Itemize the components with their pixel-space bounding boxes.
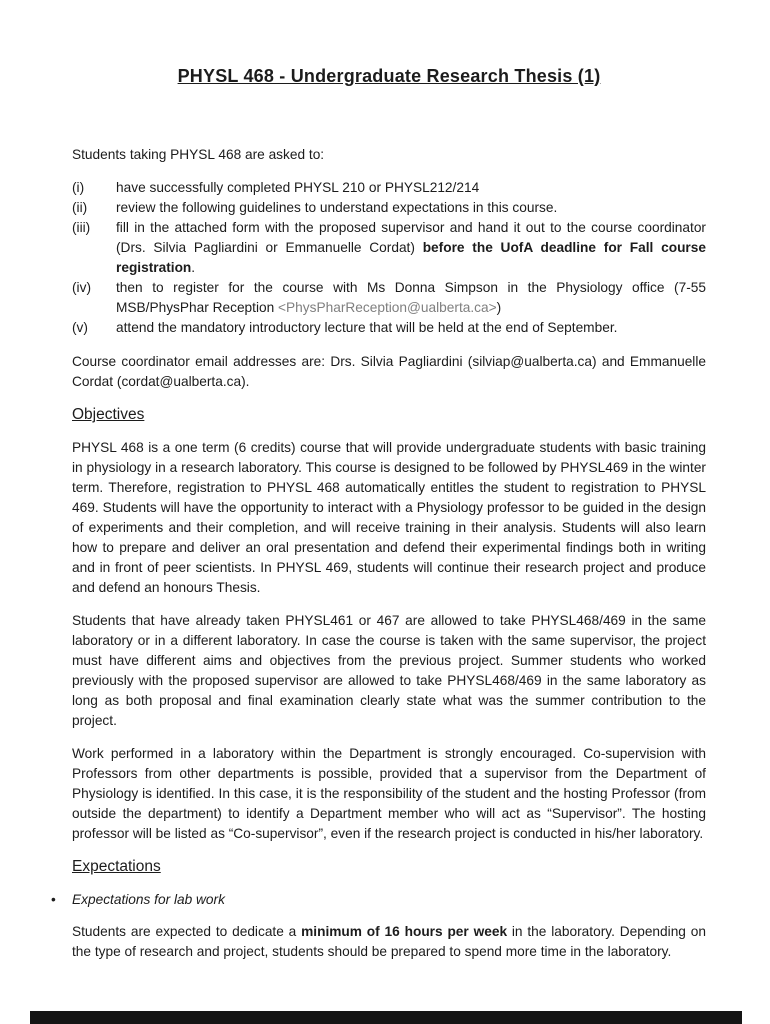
requirement-text: review the following guidelines to understand expectations in this course. — [116, 200, 558, 215]
requirement-text: attend the mandatory introductory lecture that will be held at the end of September. — [116, 320, 618, 335]
objectives-heading: Objectives — [72, 406, 145, 423]
reception-email: <PhysPharReception@ualberta.ca> — [278, 300, 497, 315]
objectives-paragraph-3: Work performed in a laboratory within the Department is strongly encouraged. Co-supervision with Professors from other departments is possible, provided that a supervisor from the Department of Physiology is identified. In this case, it is the responsibility of the student and the hosting Professor (from outside the department) to identify a Department member who will act as “Supervisor”. The hosting professor will be listed as “Co-supervisor”, even if the research project is conducted in his/her laboratory. — [72, 746, 706, 841]
bullet-icon: • — [51, 892, 56, 907]
page-bottom-bar — [30, 1011, 742, 1024]
expectations-paragraph-1 — [72, 922, 706, 962]
intro-text: Students taking PHYSL 468 are asked to: — [72, 147, 325, 162]
list-marker: (ii) — [72, 200, 88, 215]
objectives-paragraph-2: Students that have already taken PHYSL461 or 467 are allowed to take PHYSL468/469 in the same laboratory or in a different laboratory. In case the course is taken with the same supervisor, the project must have different aims and objectives from the previous project. Summer students who worked previously with the proposed supervisor are allowed to take PHYSL468/469 in the same laboratory as long as both proposal and final examination clearly state what was the summer contribution to the project. — [72, 613, 706, 728]
requirement-item-ii — [72, 198, 706, 218]
expectations-heading: Expectations — [72, 858, 161, 875]
requirement-text: have successfully completed PHYSL 210 or PHYSL212/214 — [116, 180, 480, 195]
coordinator-note: Course coordinator email addresses are: Drs. Silvia Pagliardini (silviap@ualberta.ca) and Emmanuelle Cordat (cordat@ualberta.ca). — [72, 354, 706, 389]
expectations-text-part: in the laboratory. Depending on the type of research and project, students should be prepared to spend more time in the laboratory. — [72, 924, 706, 959]
list-marker: (iii) — [72, 220, 91, 235]
objectives-paragraph-1: PHYSL 468 is a one term (6 credits) course that will provide undergraduate students with basic training in physiology in a research laboratory. This course is designed to be followed by PHYSL469 in the winter term. Therefore, registration to PHYSL 468 automatically entitles the student to registration to PHYSL 469. Students will have the opportunity to interact with a Physiology professor to be guided in the design of experiments and their completion, and will receive training in their analysis. Students will also learn how to prepare and deliver an oral presentation and defend their experimental findings both in writing and in front of peer scientists. In PHYSL 469, students will continue their research project and produce and defend an honours Thesis. — [72, 440, 706, 595]
requirement-item-i — [72, 178, 706, 198]
bullet-text: Expectations for lab work — [72, 892, 225, 907]
expectations-bullet-item — [51, 890, 706, 910]
list-marker: (iv) — [72, 280, 92, 295]
page-title: PHYSL 468 - Undergraduate Research Thesis (1) — [177, 66, 601, 86]
requirement-text-part: ) — [496, 300, 502, 315]
requirement-item-v — [72, 318, 706, 338]
list-marker: (i) — [72, 180, 85, 195]
requirement-item-iv — [72, 278, 706, 318]
expectations-text-part: Students are expected to dedicate a — [72, 924, 302, 939]
requirement-text-part: . — [191, 260, 196, 275]
requirements-list — [72, 178, 706, 338]
requirement-text-part: fill in the attached form with the proposed supervisor and hand it out to the course coordinator (Drs. Silvia Pagliardini or Emmanuelle Cordat) — [116, 220, 706, 255]
requirement-text — [116, 278, 706, 318]
requirement-text-part: then to register for the course with Ms Donna Simpson in the Physiology office (7-55 MSB/PhysPhar Reception — [116, 280, 706, 315]
requirement-text-bold: before the UofA deadline for Fall course registration — [116, 240, 706, 275]
requirement-text — [116, 218, 706, 278]
list-marker: (v) — [72, 320, 88, 335]
expectations-text-bold: minimum of 16 hours per week — [301, 924, 508, 939]
requirement-item-iii — [72, 218, 706, 278]
